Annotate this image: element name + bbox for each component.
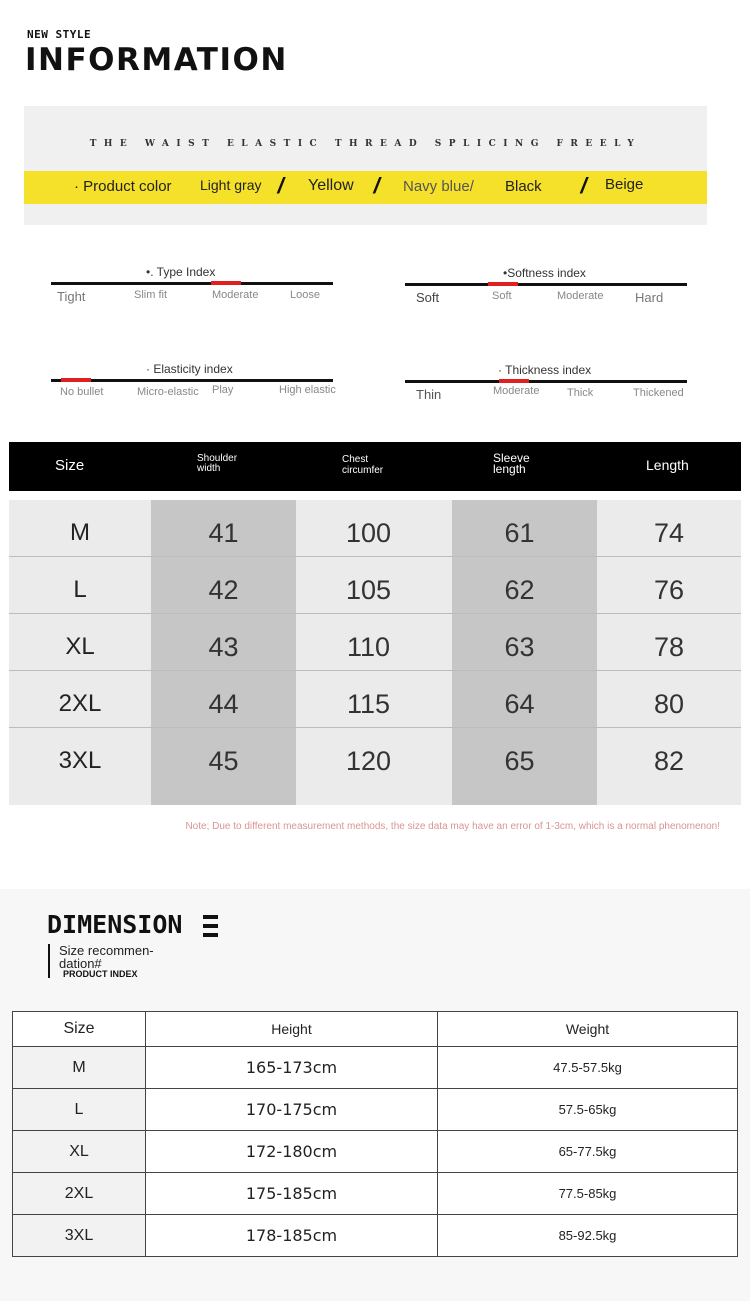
header-size: Size bbox=[13, 1012, 146, 1047]
color-option-light-gray: Light gray bbox=[200, 177, 262, 193]
product-color-panel bbox=[24, 106, 707, 225]
size-table-header bbox=[9, 442, 741, 491]
tagline: THE WAIST ELASTIC THREAD SPLICING FREELY bbox=[89, 139, 642, 149]
cell-length: 76 bbox=[653, 575, 685, 605]
table-row bbox=[13, 1047, 738, 1089]
cell-size: XL bbox=[65, 633, 95, 660]
size-table-body bbox=[9, 500, 741, 805]
softness-label-soft-2: Soft bbox=[492, 290, 512, 302]
table-row bbox=[9, 614, 741, 671]
header-sleeve-line1: Sleeve bbox=[493, 451, 530, 465]
header-chest-line1: Chest bbox=[342, 454, 369, 465]
softness-label-moderate: Moderate bbox=[557, 290, 604, 302]
cell-size: M bbox=[13, 1047, 146, 1089]
cell-chest: 110 bbox=[346, 632, 391, 662]
scale-line bbox=[51, 282, 333, 285]
cell-sleeve: 65 bbox=[504, 746, 535, 776]
cell-shoulder: 43 bbox=[208, 632, 239, 662]
product-color-bar bbox=[24, 171, 707, 204]
color-option-yellow: Yellow bbox=[308, 177, 354, 194]
color-option-black: Black bbox=[505, 178, 542, 195]
thickness-label-moderate: Moderate bbox=[493, 385, 540, 397]
subtitle-bar bbox=[48, 944, 50, 978]
header-shoulder-line1: Shoulder bbox=[197, 453, 238, 464]
cell-size: M bbox=[70, 519, 90, 546]
table-row bbox=[13, 1089, 738, 1131]
cell-length: 80 bbox=[653, 689, 685, 719]
scale-line bbox=[405, 283, 687, 286]
cell-weight: 65-77.5kg bbox=[438, 1131, 738, 1173]
softness-index-title: •Softness index bbox=[503, 266, 586, 280]
cell-size: L bbox=[73, 576, 87, 603]
header-sleeve-length bbox=[493, 453, 530, 475]
cell-chest: 105 bbox=[345, 575, 392, 605]
cell-sleeve: 62 bbox=[504, 575, 535, 605]
cell-chest: 100 bbox=[345, 518, 392, 548]
type-label-slim-fit: Slim fit bbox=[134, 289, 167, 301]
color-separator: / bbox=[275, 173, 287, 198]
cell-size: L bbox=[13, 1089, 146, 1131]
scale-line bbox=[51, 379, 333, 382]
measurement-note: Note; Due to different measurement methods, the size data may have an error of 1-3cm, which is a normal phenomenon! bbox=[185, 821, 720, 832]
cell-weight: 77.5-85kg bbox=[438, 1173, 738, 1215]
color-option-navy-blue: Navy blue/ bbox=[403, 178, 474, 195]
header-chest-line2: circumfer bbox=[342, 465, 384, 476]
table-row bbox=[9, 557, 741, 614]
page-title: INFORMATION bbox=[25, 42, 288, 78]
cell-size: 2XL bbox=[58, 690, 102, 717]
elasticity-label-no-bullet: No bullet bbox=[60, 386, 104, 398]
type-index-scale bbox=[51, 265, 333, 305]
header-sleeve-line2: length bbox=[493, 462, 526, 476]
product-index-label: PRODUCT INDEX bbox=[63, 969, 138, 979]
size-recommendation-table bbox=[12, 1011, 738, 1257]
cell-size: XL bbox=[13, 1131, 146, 1173]
scale-line bbox=[405, 380, 687, 383]
elasticity-index-scale bbox=[51, 362, 336, 402]
cell-height: 172-180cm bbox=[146, 1131, 438, 1173]
cell-sleeve: 63 bbox=[504, 632, 535, 662]
softness-label-soft: Soft bbox=[416, 290, 440, 305]
cell-length: 74 bbox=[653, 518, 685, 548]
header-size: Size bbox=[55, 457, 85, 474]
type-label-moderate: Moderate bbox=[212, 289, 259, 301]
cell-height: 178-185cm bbox=[146, 1215, 438, 1257]
thickness-index-scale bbox=[405, 363, 687, 403]
color-option-beige: Beige bbox=[605, 176, 644, 193]
elasticity-label-micro-elastic: Micro-elastic bbox=[137, 386, 199, 398]
cell-sleeve: 61 bbox=[504, 518, 535, 548]
thickness-label-thickened: Thickened bbox=[633, 387, 684, 399]
thickness-index-title: · Thickness index bbox=[498, 363, 592, 377]
cell-shoulder: 44 bbox=[208, 689, 239, 719]
cell-weight: 47.5-57.5kg bbox=[438, 1047, 738, 1089]
cell-shoulder: 41 bbox=[208, 518, 239, 548]
cell-height: 170-175cm bbox=[146, 1089, 438, 1131]
type-index-title: •. Type Index bbox=[146, 265, 216, 279]
softness-index-marker bbox=[488, 282, 518, 286]
cell-weight: 85-92.5kg bbox=[438, 1215, 738, 1257]
type-label-tight: Tight bbox=[57, 289, 86, 304]
cell-chest: 115 bbox=[346, 689, 391, 719]
cell-length: 82 bbox=[653, 746, 685, 776]
thickness-index-marker bbox=[499, 379, 529, 383]
header-shoulder-width bbox=[197, 454, 237, 474]
cell-size: 3XL bbox=[58, 747, 102, 774]
header-kicker: NEW STYLE bbox=[27, 28, 92, 41]
type-index-marker bbox=[211, 281, 241, 285]
cell-sleeve: 64 bbox=[504, 689, 535, 719]
table-header-row bbox=[13, 1012, 738, 1047]
table-row bbox=[13, 1215, 738, 1257]
color-separator: / bbox=[578, 173, 590, 198]
elasticity-index-marker bbox=[61, 378, 91, 382]
table-row bbox=[13, 1173, 738, 1215]
type-label-loose: Loose bbox=[290, 289, 320, 301]
table-row bbox=[9, 671, 741, 728]
softness-index-scale bbox=[405, 266, 687, 306]
color-separator: / bbox=[371, 173, 383, 198]
cell-weight: 57.5-65kg bbox=[438, 1089, 738, 1131]
cell-height: 175-185cm bbox=[146, 1173, 438, 1215]
dimension-subtitle: Size recommen-dation# bbox=[59, 943, 154, 971]
cell-shoulder: 42 bbox=[208, 575, 239, 605]
header-chest-circumference bbox=[342, 454, 383, 476]
thickness-label-thick: Thick bbox=[567, 387, 594, 399]
product-color-label: · Product color bbox=[74, 178, 172, 195]
cell-shoulder: 45 bbox=[208, 746, 239, 776]
cell-size: 2XL bbox=[13, 1173, 146, 1215]
elasticity-label-play: Play bbox=[212, 384, 234, 396]
header-shoulder-line2: width bbox=[197, 463, 221, 474]
header-length: Length bbox=[646, 457, 689, 473]
table-row bbox=[9, 500, 741, 557]
softness-label-hard: Hard bbox=[635, 290, 664, 305]
table-row bbox=[13, 1131, 738, 1173]
elasticity-label-high-elastic: High elastic bbox=[279, 384, 336, 396]
cell-size: 3XL bbox=[13, 1215, 146, 1257]
cell-chest: 120 bbox=[345, 746, 392, 776]
thickness-label-thin: Thin bbox=[416, 387, 442, 402]
menu-icon bbox=[203, 915, 218, 937]
cell-height: 165-173cm bbox=[146, 1047, 438, 1089]
cell-length: 78 bbox=[653, 632, 685, 662]
header-weight: Weight bbox=[438, 1012, 738, 1047]
dimension-title: DIMENSION bbox=[47, 910, 183, 939]
elasticity-index-title: · Elasticity index bbox=[146, 362, 233, 376]
table-row bbox=[9, 728, 741, 785]
header-height: Height bbox=[146, 1012, 438, 1047]
